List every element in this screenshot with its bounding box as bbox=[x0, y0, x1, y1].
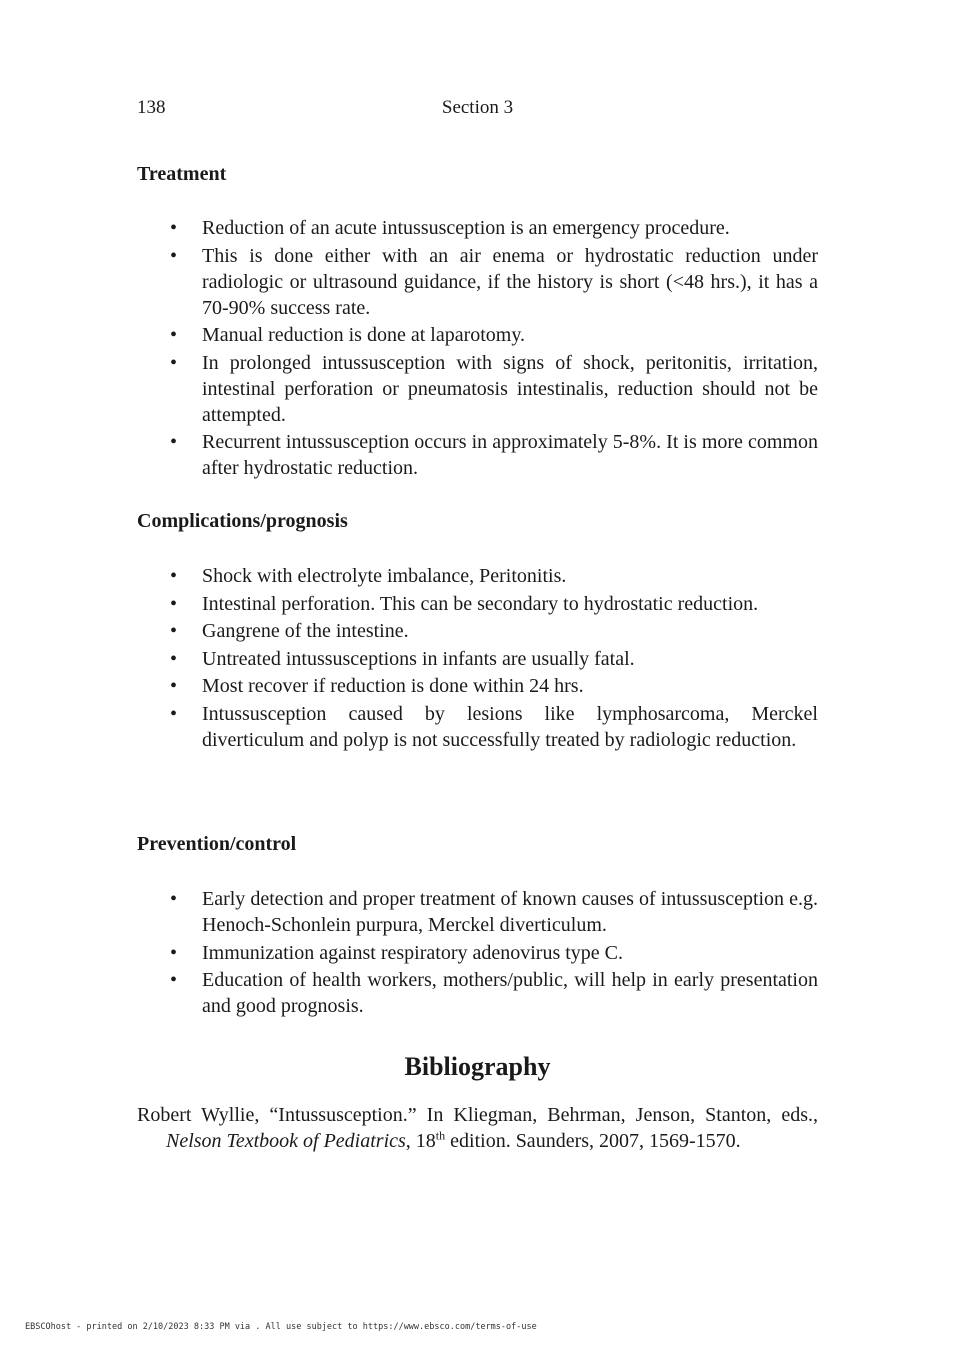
footer-notice: EBSCOhost - printed on 2/10/2023 8:33 PM via . All use subject to https://www.ebsco.com/terms-of-use bbox=[25, 1322, 537, 1332]
bullet-icon: • bbox=[170, 217, 178, 239]
list-item: • Most recover if reduction is done within 24 hrs. bbox=[170, 675, 584, 697]
complications-list bbox=[137, 563, 818, 754]
bullet-icon: • bbox=[170, 324, 178, 346]
list-item: • Untreated intussusceptions in infants are usually fatal. bbox=[170, 647, 635, 670]
bullet-icon: • bbox=[170, 941, 178, 964]
list-item: • Shock with electrolyte imbalance, Peritonitis. bbox=[170, 565, 567, 587]
bullet-icon: • bbox=[170, 888, 178, 910]
list-item: • In prolonged intussusception with signs of shock, peritonitis, irritation, intestinal perforation or pneumatosis intestinalis, reduction should not be attempted. bbox=[170, 351, 818, 426]
list-item: • Intestinal perforation. This can be secondary to hydrostatic reduction. bbox=[170, 592, 759, 615]
prevention-heading: Prevention/control bbox=[137, 833, 297, 855]
treatment-list bbox=[137, 215, 818, 483]
bullet-icon: • bbox=[170, 592, 178, 615]
prevention-list bbox=[137, 886, 818, 1021]
list-item: • Gangrene of the intestine. bbox=[170, 620, 409, 642]
ordinal-superscript: th bbox=[435, 1128, 446, 1143]
bullet-icon: • bbox=[170, 351, 178, 374]
list-item: • This is done either with an air enema or hydrostatic reduction under radiologic or ultrasound guidance, if the history is short (<48 hrs.), it has a 70-90% success rate. bbox=[170, 244, 818, 319]
bullet-icon: • bbox=[170, 431, 178, 453]
book-title: Nelson Textbook of Pediatrics bbox=[166, 1130, 406, 1152]
list-item: • Immunization against respiratory adenovirus type C. bbox=[170, 941, 624, 964]
list-item: • Manual reduction is done at laparotomy. bbox=[170, 324, 526, 346]
complications-heading: Complications/prognosis bbox=[137, 510, 348, 532]
bullet-icon: • bbox=[170, 647, 178, 670]
list-item: • Recurrent intussusception occurs in approximately 5-8%. It is more common after hydrostatic reduction. bbox=[170, 431, 818, 479]
page-header bbox=[137, 97, 818, 121]
bullet-icon: • bbox=[170, 969, 178, 991]
treatment-heading: Treatment bbox=[137, 163, 227, 185]
section-label: Section 3 bbox=[441, 97, 514, 118]
bibliography-heading: Bibliography bbox=[404, 1052, 551, 1081]
bullet-icon: • bbox=[170, 620, 178, 642]
bullet-icon: • bbox=[170, 702, 178, 725]
list-item: • Education of health workers, mothers/public, will help in early presentation and good prognosis. bbox=[170, 969, 818, 1017]
bullet-icon: • bbox=[170, 244, 178, 267]
list-item: • Early detection and proper treatment of known causes of intussusception e.g. Henoch-Schonlein purpura, Merckel diverticulum. bbox=[170, 888, 818, 936]
bullet-icon: • bbox=[170, 565, 178, 587]
list-item: • Intussusception caused by lesions like lymphosarcoma, Merckel diverticulum and polyp is not successfully treated by radiologic reduction. bbox=[170, 702, 818, 751]
bullet-icon: • bbox=[170, 675, 178, 697]
bibliography-entry: Robert Wyllie, “Intussusception.” In Kliegman, Behrman, Jenson, Stanton, eds., Nelson Textbook of Pediatrics, 18th edition. Saunders, 2007, 1569-1570. bbox=[137, 1104, 818, 1152]
list-item: • Reduction of an acute intussusception is an emergency procedure. bbox=[170, 217, 730, 239]
page-number: 138 bbox=[137, 97, 166, 118]
